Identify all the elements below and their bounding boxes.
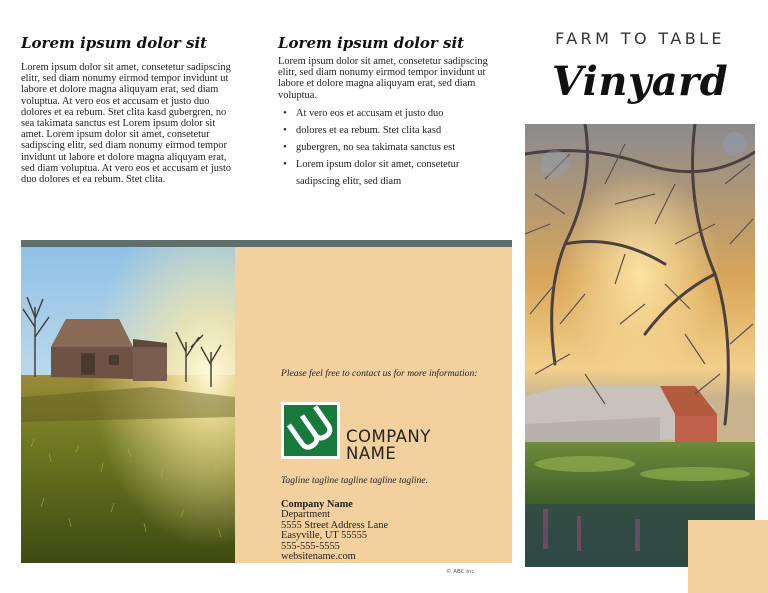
bullet-item: • gubergren, no sea takimata sanctus est xyxy=(278,139,490,156)
address-department: Department xyxy=(281,509,331,521)
company-logo-icon xyxy=(281,402,340,459)
column-1-heading: Lorem ipsum dolor sit xyxy=(21,34,208,52)
column-2 xyxy=(278,34,490,190)
brand-title: Vinyard xyxy=(551,58,729,105)
address-block xyxy=(281,500,388,562)
column-2-heading: Lorem ipsum dolor sit xyxy=(278,34,465,52)
address-street: 5555 Street Address Lane xyxy=(281,519,389,531)
company-name-line-1: COMPANY xyxy=(346,427,431,446)
company-name-line-2: NAME xyxy=(346,444,397,463)
bullet-item: • At vero eos et accusam et justo duo xyxy=(278,105,490,122)
address-phone: 555-555-5555 xyxy=(281,540,340,552)
column-2-bullets xyxy=(278,105,490,190)
copyright: © ABC Inc. xyxy=(446,569,477,575)
contact-intro: Please feel free to contact us for more information: xyxy=(281,368,478,379)
tan-accent-block xyxy=(688,520,768,593)
company-logo xyxy=(281,402,340,459)
brand-subtitle: FARM TO TABLE xyxy=(555,29,725,48)
section-divider xyxy=(21,240,512,247)
bullet-item: • Lorem ipsum dolor sit amet, consetetur sadipscing elitr, sed diam xyxy=(278,156,490,190)
address-city: Easyville, UT 55555 xyxy=(281,530,368,542)
orchard-barn-photo xyxy=(525,124,755,567)
address-website: websitename.com xyxy=(281,551,356,563)
tagline: Tagline tagline tagline tagline tagline. xyxy=(281,475,429,486)
column-1-body: Lorem ipsum dolor sit amet, consetetur sadipscing elitr, sed diam nonumy eirmod tempor invidunt ut labore et dolore magna aliquyam erat, sed diam voluptua. At vero eos et accusam et justo duo dolores et ea rebum. Stet clita kasd gubergren, no sea takimata sanctus est Lorem ipsum dolor sit amet. Lorem ipsum dolor sit amet, consetetur sadipscing elitr, sed diam nonumy eirmod tempor invidunt ut labore et dolore magna aliquyam erat, sed diam voluptua. At vero eos et accusam et justo duo dolores et ea rebum. Stet clita. xyxy=(21,62,232,186)
column-2-body: Lorem ipsum dolor sit amet, consetetur sadipscing elitr, sed diam nonumy eirmod tempor invidunt ut labore et dolore magna aliquyam erat, sed diam voluptua. xyxy=(278,56,488,101)
address-company-name: Company Name xyxy=(281,499,353,510)
bullet-item: • dolores et ea rebum. Stet clita kasd xyxy=(278,122,490,139)
column-1 xyxy=(21,34,236,185)
farm-barn-photo xyxy=(21,247,235,563)
